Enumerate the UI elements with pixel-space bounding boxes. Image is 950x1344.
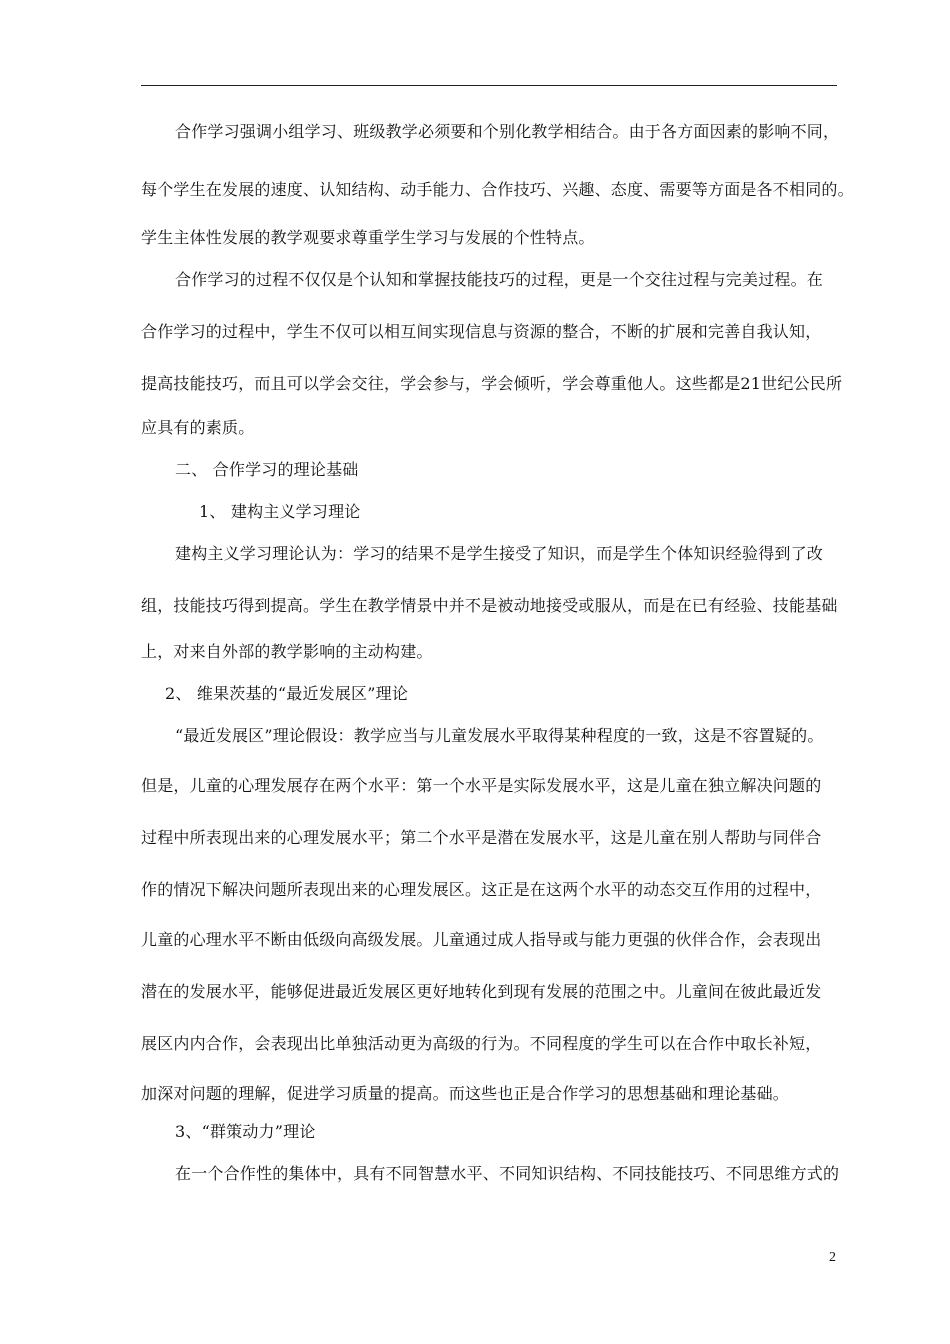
paragraph-line: 提高技能技巧，而且可以学会交往，学会参与，学会倾听，学会尊重他人。这些都是21世纪公民所 (141, 374, 843, 393)
subsection-heading: 3、“群策动力”理论 (175, 1122, 316, 1141)
paragraph-line: 每个学生在发展的速度、认知结构、动手能力、合作技巧、兴趣、态度、需要等方面是各不相同的。 (141, 180, 854, 199)
paragraph-line: 合作学习强调小组学习、班级教学必须要和个别化教学相结合。由于各方面因素的影响不同， (175, 122, 840, 141)
paragraph-line: 上，对来自外部的教学影响的主动构建。 (141, 642, 433, 661)
paragraph-line: 应具有的素质。 (141, 418, 255, 437)
paragraph-line: 建构主义学习理论认为：学习的结果不是学生接受了知识，而是学生个体知识经验得到了改 (175, 544, 824, 563)
paragraph-line: 合作学习的过程中，学生不仅可以相互间实现信息与资源的整合，不断的扩展和完善自我认知， (141, 322, 822, 341)
paragraph-line: 过程中所表现出来的心理发展水平；第二个水平是潜在发展水平，这是儿童在别人帮助与同伴合 (141, 828, 822, 847)
paragraph-line: 学生主体性发展的教学观要求尊重学生学习与发展的个性特点。 (141, 228, 595, 247)
paragraph-line: 潜在的发展水平，能够促进最近发展区更好地转化到现有发展的范围之中。儿童间在彼此最近发 (141, 982, 822, 1001)
header-rule (141, 85, 837, 86)
paragraph-line: 展区内内合作，会表现出比单独活动更为高级的行为。不同程度的学生可以在合作中取长补短， (141, 1034, 822, 1053)
paragraph-line: 加深对问题的理解，促进学习质量的提高。而这些也正是合作学习的思想基础和理论基础。 (141, 1084, 790, 1103)
page-number: 2 (829, 1250, 836, 1265)
paragraph-line: 在一个合作性的集体中，具有不同智慧水平、不同知识结构、不同技能技巧、不同思维方式的 (175, 1164, 840, 1183)
paragraph-line: “最近发展区”理论假设：教学应当与儿童发展水平取得某种程度的一致，这是不容置疑的。 (175, 726, 824, 745)
subsection-heading: 2、 维果茨基的“最近发展区”理论 (165, 684, 409, 703)
paragraph-line: 作的情况下解决问题所表现出来的心理发展区。这正是在这两个水平的动态交互作用的过程中， (141, 880, 822, 899)
paragraph-line: 组，技能技巧得到提高。学生在教学情景中并不是被动地接受或服从，而是在已有经验、技能基础 (141, 596, 838, 615)
paragraph-line: 但是，儿童的心理发展存在两个水平：第一个水平是实际发展水平，这是儿童在独立解决问题的 (141, 776, 822, 795)
paragraph-line: 儿童的心理水平不断由低级向高级发展。儿童通过成人指导或与能力更强的伙伴合作，会表现出 (141, 930, 822, 949)
paragraph-line: 合作学习的过程不仅仅是个认知和掌握技能技巧的过程，更是一个交往过程与完美过程。在 (175, 270, 824, 289)
subsection-heading: 1、 建构主义学习理论 (199, 502, 361, 521)
section-heading: 二、 合作学习的理论基础 (175, 460, 359, 479)
